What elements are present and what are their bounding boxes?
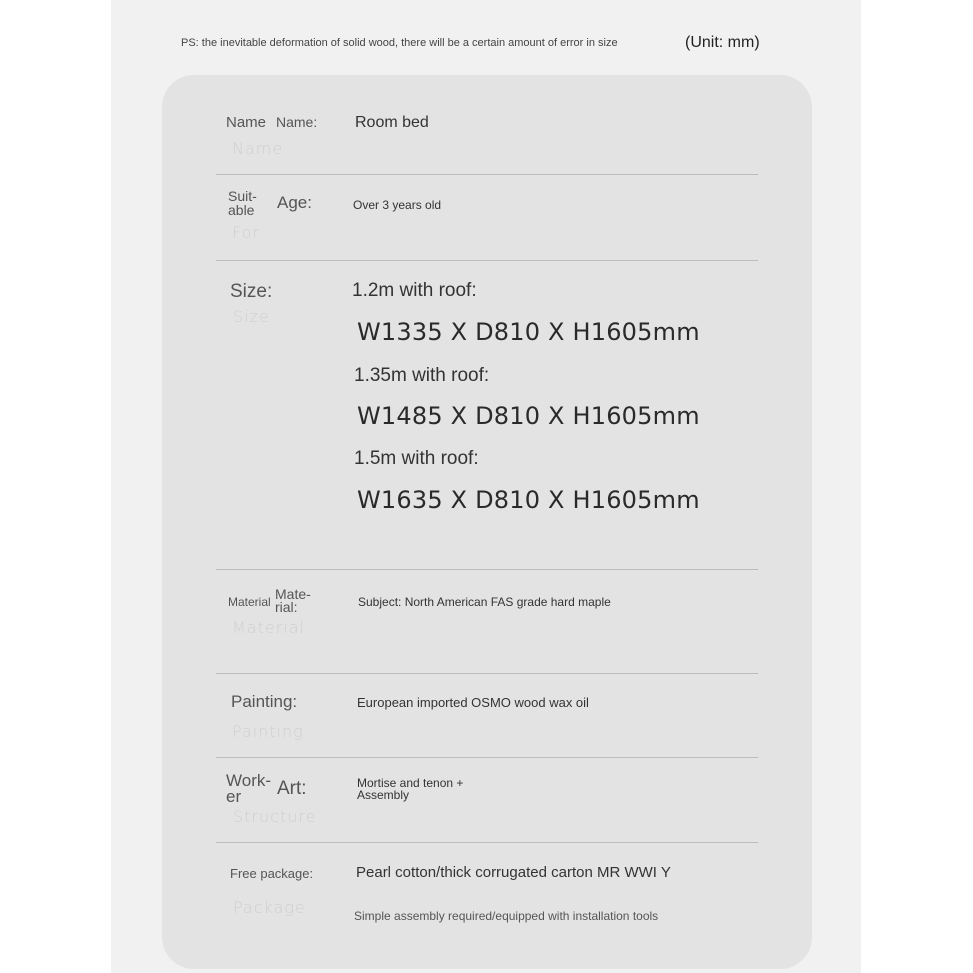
size-option-dimensions: W1485 X D810 X H1605mm <box>357 402 700 430</box>
divider <box>216 673 758 674</box>
assembly-note: Simple assembly required/equipped with installation tools <box>354 909 659 923</box>
size-label-en: Size <box>233 307 270 326</box>
painting-label-en: Painting <box>232 722 304 741</box>
suitable-label-en: For <box>232 223 260 242</box>
size-option-title: 1.5m with roof: <box>354 448 479 469</box>
structure-label-2: er <box>226 787 242 806</box>
material-label: Material <box>228 595 271 609</box>
size-option-title: 1.35m with roof: <box>354 365 490 386</box>
divider <box>216 569 758 570</box>
material-label-en: Material <box>232 618 305 637</box>
material-label-colon-2: rial: <box>275 599 298 615</box>
name-label-en: Name <box>232 139 284 158</box>
unit-label: (Unit: mm) <box>685 34 760 51</box>
divider <box>216 174 758 175</box>
name-value: Room bed <box>355 114 429 131</box>
painting-label: Painting: <box>231 692 298 711</box>
size-error-note: PS: the inevitable deformation of solid wood, there will be a certain amount of error in size <box>181 37 618 49</box>
structure-label-1: Work- <box>226 771 272 790</box>
suitable-label-2: able <box>228 202 255 218</box>
size-option-title: 1.2m with roof: <box>352 280 477 301</box>
divider <box>216 260 758 261</box>
age-value: Over 3 years old <box>353 198 442 212</box>
size-label: Size: <box>230 281 273 302</box>
age-label: Age: <box>277 193 312 212</box>
structure-label-en: Structure <box>233 807 317 826</box>
material-value: Subject: North American FAS grade hard maple <box>358 595 611 609</box>
name-label: Name <box>226 114 267 131</box>
spec-card <box>162 75 812 969</box>
size-option-dimensions: W1335 X D810 X H1605mm <box>357 318 700 346</box>
structure-value-2: Assembly <box>357 788 410 802</box>
material-label-colon-1: Mate- <box>275 586 311 602</box>
package-value: Pearl cotton/thick corrugated carton MR WWI Y <box>356 864 671 881</box>
structure-value-1: Mortise and tenon + <box>357 776 464 790</box>
package-label-en: Package <box>233 898 306 917</box>
art-label: Art: <box>277 778 307 799</box>
size-option-dimensions: W1635 X D810 X H1605mm <box>357 486 700 514</box>
divider <box>216 757 758 758</box>
divider <box>216 842 758 843</box>
package-label: Free package: <box>230 866 314 881</box>
suitable-label-1: Suit- <box>228 188 257 204</box>
painting-value: European imported OSMO wood wax oil <box>357 695 589 710</box>
name-label-colon: Name: <box>276 114 318 130</box>
